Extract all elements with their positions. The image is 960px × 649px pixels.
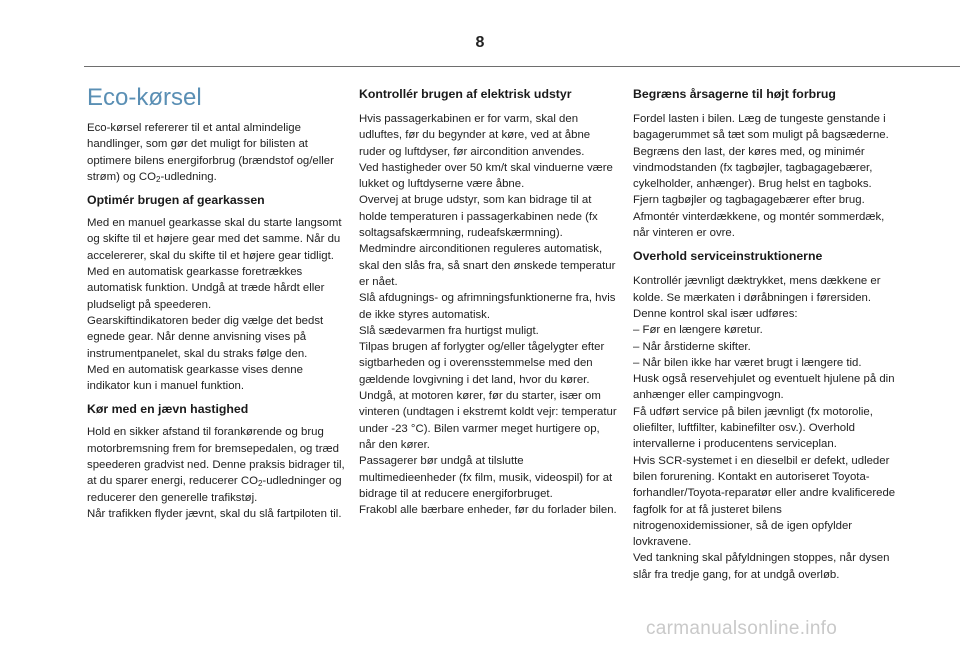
smooth-speed-paragraph [87,424,345,522]
column-consumption-service [633,84,897,591]
service-heading: Overhold serviceinstruktionerne [633,249,823,264]
smooth-speed-subscript: 2 [257,479,263,489]
intro-paragraph [87,120,345,185]
electrical-paragraph: Hvis passagerkabinen er for varm, skal den udluftes, før du begynder at køre, ved at åbne ruder og luftdyser, før aircondition anvendes. Ved hastigheder over 50 km/t skal vinduerne være lukket og luftdyserne være åbne. Overvej at bruge udstyr, som kan bidrage til at holde temperaturen i passagerkabinen nede (fx soltagsafskærmning, rudeafskærmning). Medmindre airconditionen reguleres automatisk, skal den slås fra, så snart den ønskede temperatur er nået. Slå afdugnings- og afrimningsfunktionerne fra, hvis de ikke styres automatisk. Slå sædevarmen fra hurtigst muligt. Tilpas brugen af forlygter og/eller tågelygter efter sigtbarheden og i overensstemmelse med den gældende lovgivning i det land, hvor du kører. Undgå, at motoren kører, før du starter, især om vinteren (undtagen i ekstremt koldt vejr: temperatur under -23 °C). Bilen varmer meget hurtigere op, når den kører. Passagerer bør undgå at tilslutte multimedieenheder (fx film, musik, videospil) for at bidrage til at reducere energiforbruget. Frakobl alle bærbare enheder, før du forlader bilen. [359,113,617,517]
smooth-speed-text: Hold en sikker afstand til forankørende og brug motorbremsning frem for bremsepedalen, og træd speederen gradvist ned. Denne praksis bidrager til, at du sparer energi, reducerer CO [87,426,345,488]
column-eco-driving [87,84,345,530]
smooth-speed-text-end: -udledninger og reducerer den generelle trafikstøj. Når trafikken flyder jævnt, skal du slå fartpiloten til. [87,475,342,520]
consumption-heading: Begræns årsagerne til højt forbrug [633,87,836,101]
page-number: 8 [475,34,485,51]
gearbox-paragraph: Med en manuel gearkasse skal du starte langsomt og skifte til et højere gear med det samme. Når du accelererer, skal du skifte til et højere gear tidligt. Med en automatisk gearkasse foretrækkes automatisk funktion. Undgå at træde hårdt eller pludseligt på speederen. Gearskiftindikatoren beder dig vælge det bedst egnede gear. Når denne anvisning vises på instrumentpanelet, skal du straks følge den. Med en automatisk gearkasse vises denne indikator kun i manuel funktion. [87,217,342,393]
watermark: carmanualsonline.info [646,618,838,639]
consumption-paragraph: Fordel lasten i bilen. Læg de tungeste genstande i bagagerummet så tæt som muligt på bagsæderne. Begræns den last, der køres med, og minimér vindmodstanden (fx tagbøjler, tagbagagebærer, cykelholder, anhænger). Brug helst en tagboks. Fjern tagbøjler og tagbagagebærer efter brug. Afmontér vinterdækkene, og montér sommerdæk, når vinteren er ovre. [633,113,889,240]
intro-subscript: 2 [155,174,161,184]
intro-text-end: -udledning. [160,170,217,183]
service-paragraph: Kontrollér jævnligt dæktrykket, mens dækkene er kolde. Se mærkaten i døråbningen i førersiden. Denne kontrol skal især udføres: – Før en længere køretur. – Når årstiderne skifter. – Når bilen ikke har været brugt i længere tid. Husk også reservehjulet og eventuelt hjulene på din anhænger eller campingvogn. Få udført service på bilen jævnligt (fx motorolie, oliefilter, luftfilter, kabinefilter osv.). Overhold intervallerne i producentens serviceplan. Hvis SCR-systemet i en dieselbil er defekt, udleder bilen forurening. Kontakt en autoriseret Toyota-forhandler/Toyota-reparatør eller andre kvalificerede fagfolk for at få justeret bilens nitrogenoxidemissioner, så de igen opfylder lovkravene. Ved tankning skal påfyldningen stoppes, når dysen slår fra tredje gang, for at undgå overløb. [633,275,896,581]
electrical-heading: Kontrollér brugen af elektrisk udstyr [359,87,572,101]
header-rule [84,66,960,67]
gearbox-heading: Optimér brugen af gearkassen [87,193,265,208]
intro-text: Eco-kørsel refererer til et antal almindelige handlinger, som gør det muligt for bilisten at optimere bilens energiforbrug (brændstof og/eller strøm) og CO [87,122,334,183]
smooth-speed-heading: Kør med en jævn hastighed [87,402,249,417]
section-title: Eco-kørsel [87,84,202,111]
column-electrical-equipment [359,84,617,526]
